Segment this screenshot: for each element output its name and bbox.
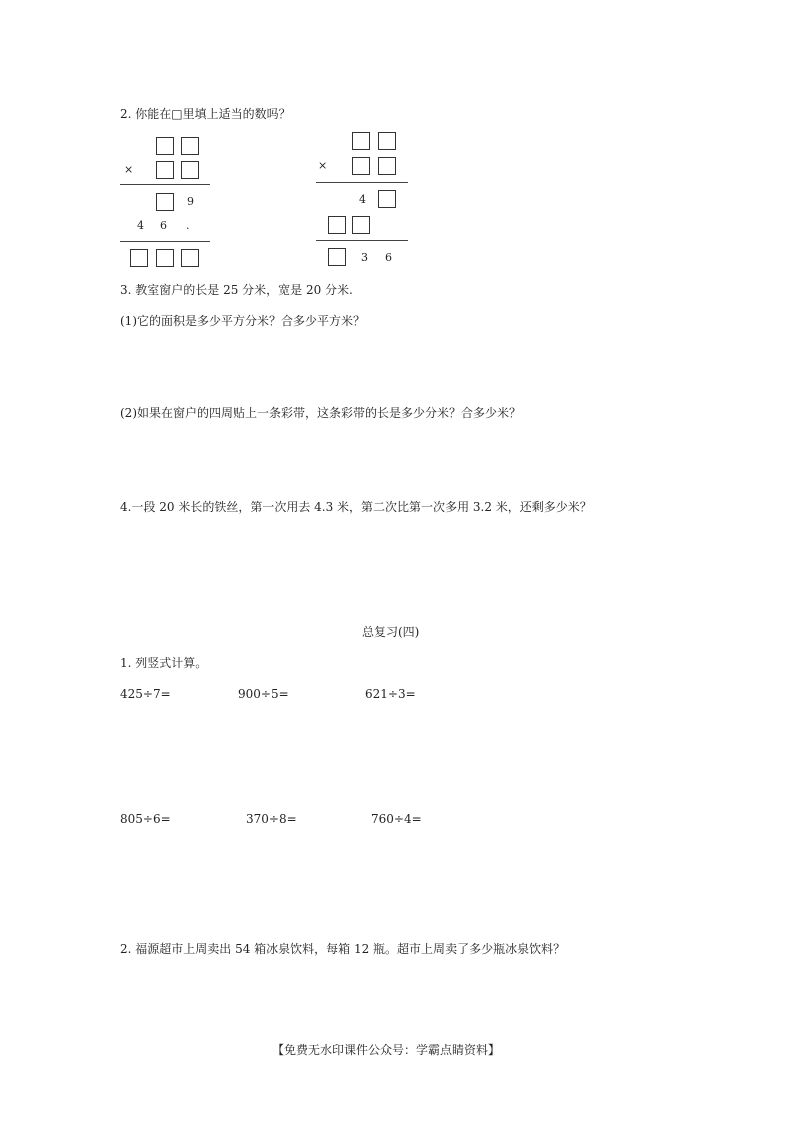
- given-digit: 6: [160, 219, 167, 232]
- given-digit: 6: [385, 251, 392, 264]
- answer-box[interactable]: [156, 137, 174, 155]
- answer-box[interactable]: [378, 132, 396, 150]
- answer-box[interactable]: [181, 161, 199, 179]
- answer-box[interactable]: [181, 249, 199, 267]
- q3-part2: (2)如果在窗户的四周贴上一条彩带，这条彩带的长是多少分米？合多少米？: [120, 406, 522, 420]
- calc-title: 1. 列竖式计算。: [120, 656, 208, 670]
- answer-box[interactable]: [130, 249, 148, 267]
- answer-box[interactable]: [156, 249, 174, 267]
- answer-box[interactable]: [328, 248, 346, 266]
- calc-item: 370÷8=: [246, 812, 297, 826]
- answer-box[interactable]: [378, 190, 396, 208]
- times-sign: ×: [124, 163, 134, 176]
- times-sign: ×: [318, 159, 328, 172]
- answer-box[interactable]: [181, 137, 199, 155]
- q2-text: 2. 你能在□里填上适当的数吗？: [120, 107, 291, 121]
- answer-box[interactable]: [156, 193, 174, 211]
- calc-item: 900÷5=: [238, 687, 289, 701]
- calc-item: 621÷3=: [365, 687, 416, 701]
- given-digit: 9: [187, 195, 194, 208]
- section-title: 总复习(四): [362, 625, 420, 639]
- answer-box[interactable]: [352, 157, 370, 175]
- q4-text: 4.一段 20 米长的铁丝，第一次用去 4.3 米，第二次比第一次多用 3.2 米，还剩多少米？: [120, 500, 592, 514]
- given-digit: 4: [359, 193, 366, 206]
- answer-box[interactable]: [328, 216, 346, 234]
- answer-box[interactable]: [156, 161, 174, 179]
- given-digit: .: [186, 219, 190, 232]
- rule-line: [316, 182, 408, 183]
- answer-box[interactable]: [352, 216, 370, 234]
- calc-item: 760÷4=: [371, 812, 422, 826]
- rule-line: [120, 184, 210, 185]
- given-digit: 4: [137, 219, 144, 232]
- calc-item: 805÷6=: [120, 812, 171, 826]
- footer-note: 【免费无水印课件公众号：学霸点睛资料】: [272, 1043, 501, 1057]
- answer-box[interactable]: [352, 132, 370, 150]
- word-problem: 2. 福源超市上周卖出 54 箱冰泉饮料，每箱 12 瓶。超市上周卖了多少瓶冰泉饮料？: [120, 942, 566, 956]
- answer-box[interactable]: [378, 157, 396, 175]
- calc-item: 425÷7=: [120, 687, 171, 701]
- q3-part1: (1)它的面积是多少平方分米？合多少平方米？: [120, 314, 365, 328]
- rule-line: [120, 241, 210, 242]
- given-digit: 3: [361, 251, 368, 264]
- rule-line: [316, 240, 408, 241]
- q3-stem: 3. 教室窗户的长是 25 分米，宽是 20 分米.: [120, 283, 353, 297]
